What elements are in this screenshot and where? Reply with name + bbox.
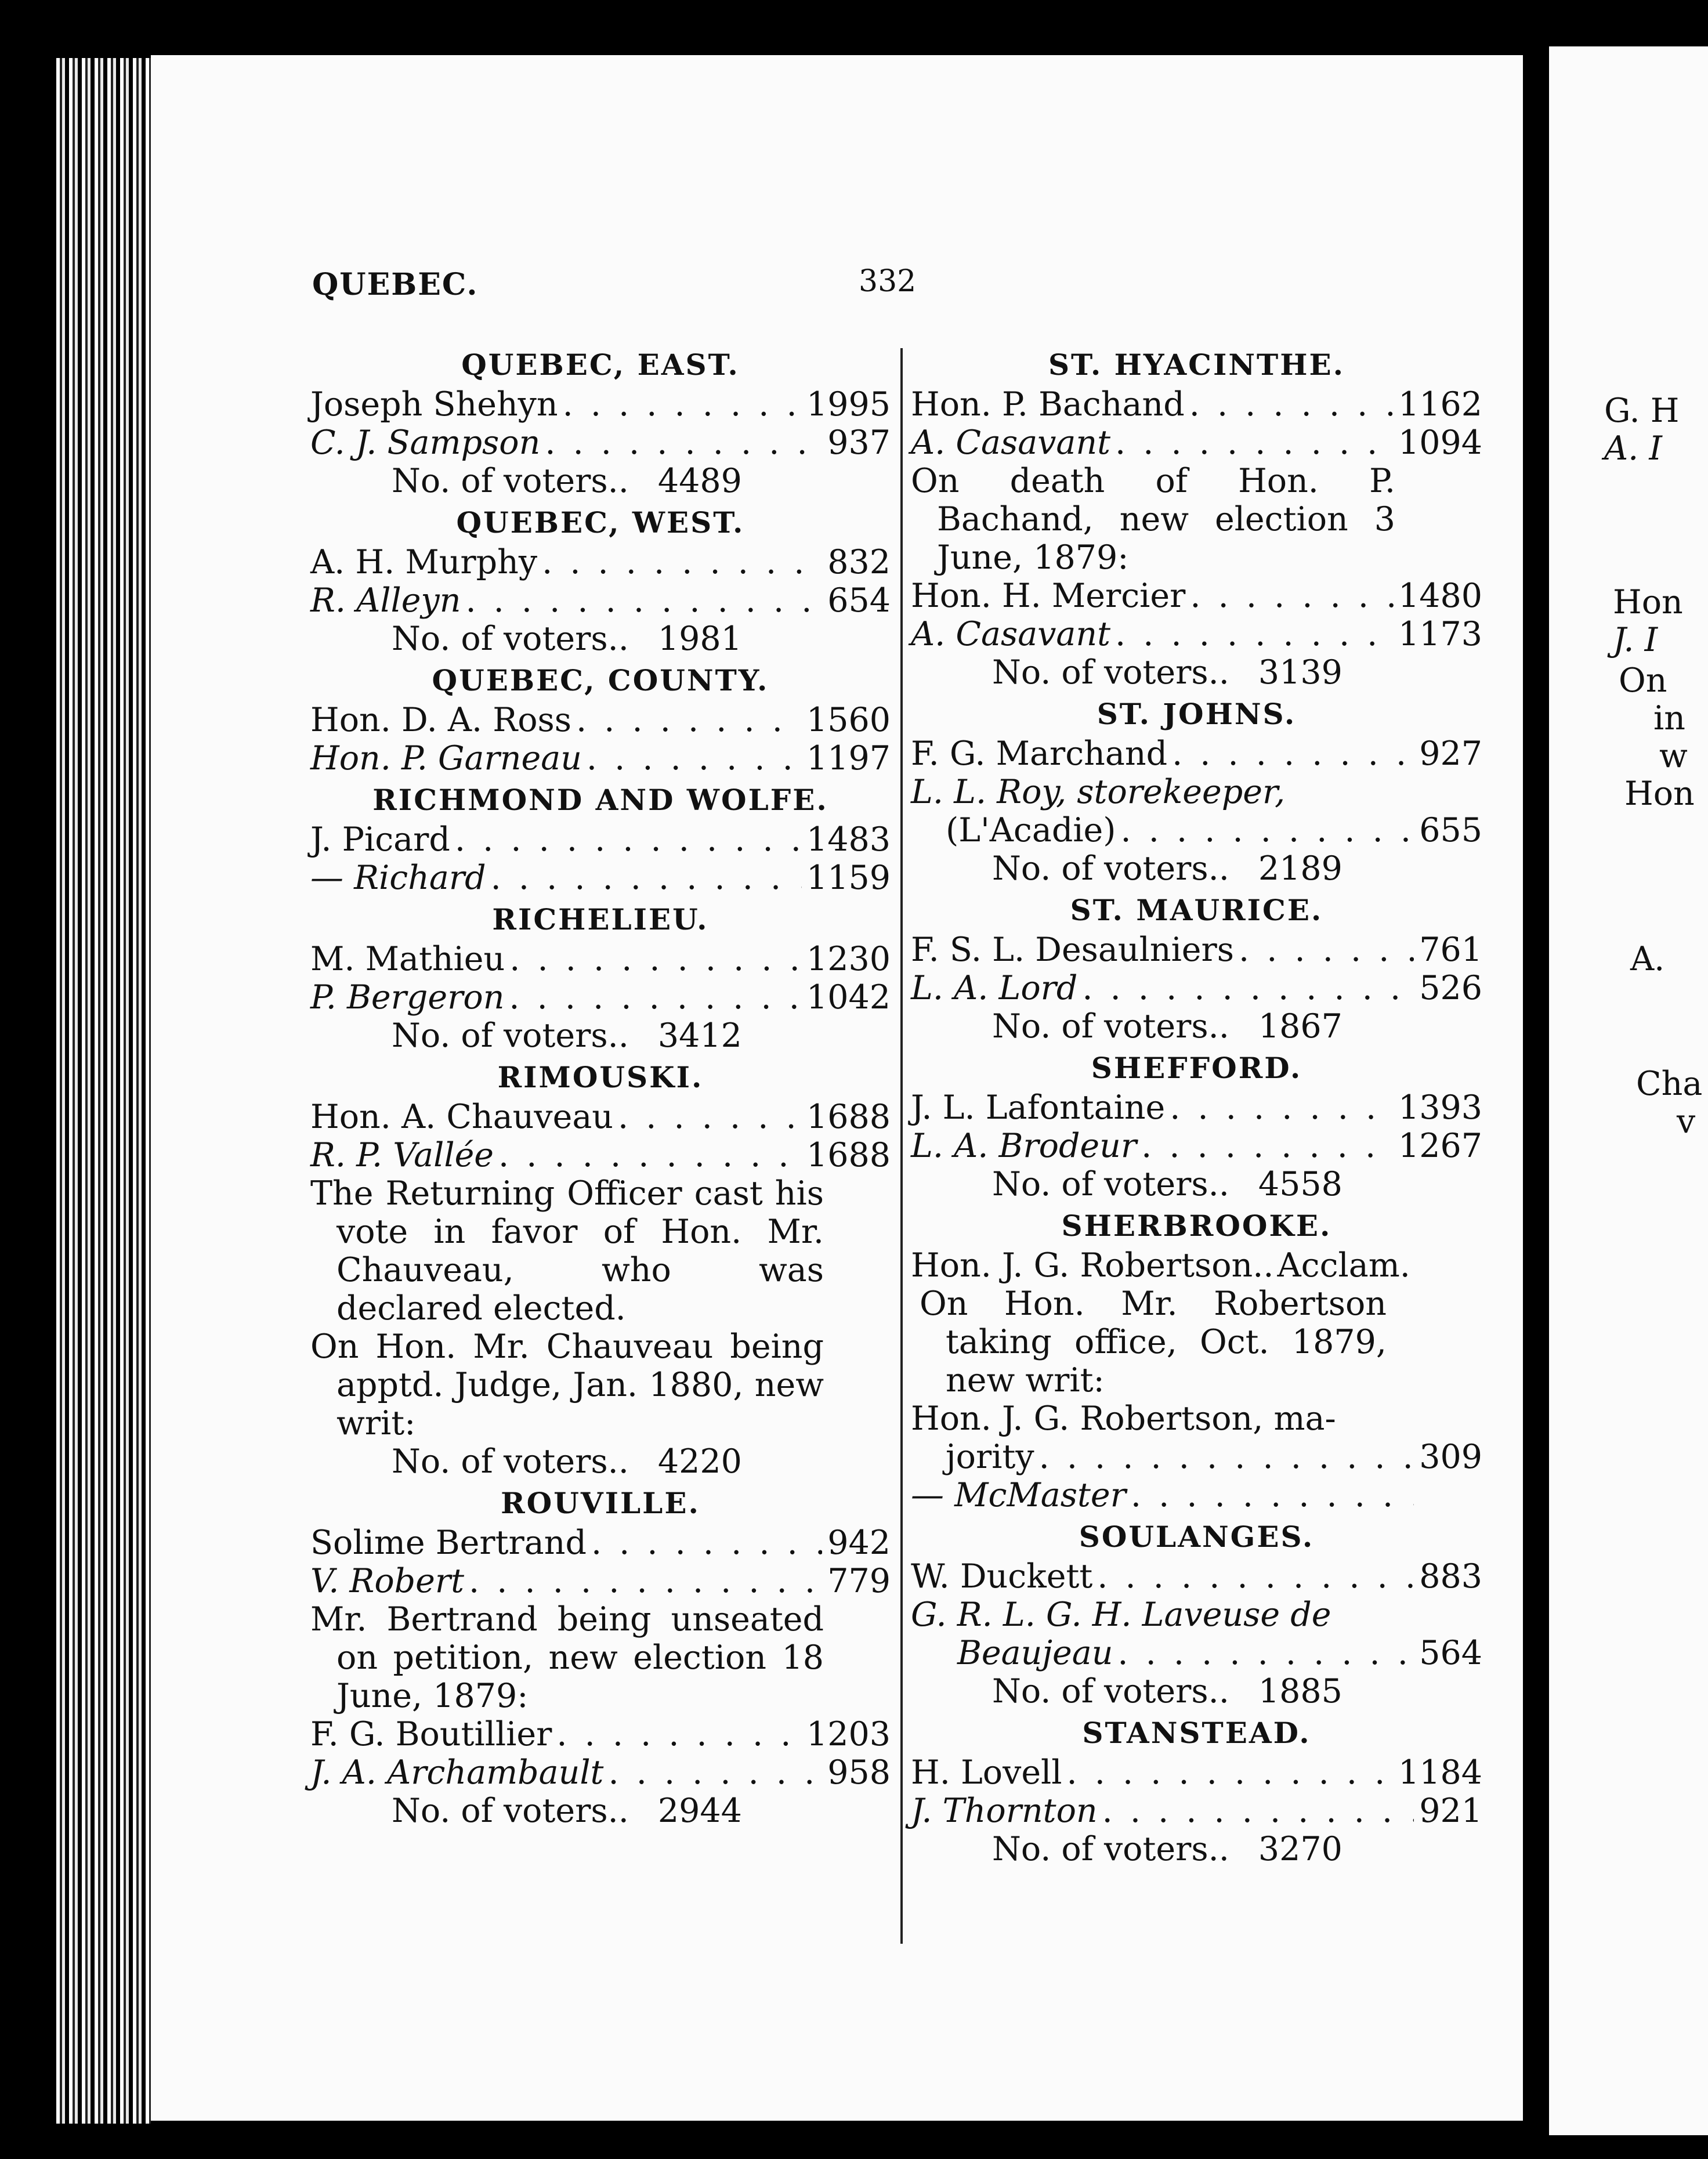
leader-dots <box>1115 424 1394 462</box>
candidate-name: jority <box>946 1438 1034 1476</box>
leader-dots <box>1039 1438 1414 1476</box>
section-heading: RIMOUSKI. <box>497 1060 704 1094</box>
vote-count: 921 <box>1419 1792 1482 1830</box>
candidate-name: Joseph Shehyn <box>310 385 558 424</box>
vote-count: 1483 <box>806 820 891 859</box>
vote-count: 655 <box>1419 811 1482 849</box>
voters-count: 3412 <box>657 1017 742 1055</box>
leader-dots <box>542 543 822 581</box>
candidate-name: Hon. J. G. Robertson, ma- <box>911 1399 1336 1438</box>
vote-count: 927 <box>1419 735 1482 773</box>
vote-count: 937 <box>827 424 891 462</box>
voters-label: No. of voters.. <box>992 1007 1229 1046</box>
vote-count: 1480 <box>1398 577 1482 615</box>
leader-dots <box>1121 811 1414 849</box>
candidate-row <box>911 969 1482 1007</box>
voters-row <box>911 1672 1482 1710</box>
candidate-name: F. S. L. Desaulniers <box>911 931 1235 969</box>
leader-dots <box>587 739 802 777</box>
voters-label: No. of voters.. <box>392 1017 629 1055</box>
candidate-name: L. A. Brodeur <box>911 1127 1137 1165</box>
candidate-name: J. Picard <box>310 820 450 859</box>
candidate-row <box>911 1557 1482 1596</box>
vote-count: 1042 <box>806 978 891 1017</box>
candidate-name: H. Lovell <box>911 1753 1062 1792</box>
candidate-row <box>310 385 891 424</box>
candidate-row <box>911 1127 1482 1165</box>
voters-row <box>310 1792 891 1830</box>
vote-count: 654 <box>827 581 891 620</box>
vote-count: 1267 <box>1398 1127 1482 1165</box>
leader-dots <box>509 940 802 978</box>
section-heading: ROUVILLE. <box>501 1486 700 1520</box>
voters-count: 1867 <box>1258 1007 1342 1046</box>
vote-count: 1197 <box>806 739 891 777</box>
vote-count: 942 <box>827 1524 891 1562</box>
leader-dots <box>469 1562 822 1600</box>
section-heading: RICHELIEU. <box>492 902 709 936</box>
candidate-name: Hon. D. A. Ross <box>310 701 572 739</box>
candidate-name: R. Alleyn <box>310 581 461 620</box>
leader-dots <box>1082 969 1414 1007</box>
candidate-row <box>310 543 891 581</box>
section-heading: QUEBEC, COUNTY. <box>432 663 769 697</box>
candidate-row <box>310 940 891 978</box>
vote-count: 1162 <box>1398 385 1482 424</box>
candidate-name: Beaujeau <box>957 1634 1113 1672</box>
candidate-row <box>911 1596 1482 1634</box>
candidate-row <box>310 1562 891 1600</box>
candidate-row <box>911 735 1482 773</box>
candidate-name: A. Casavant <box>911 615 1111 653</box>
vote-count: 309 <box>1419 1438 1482 1476</box>
voters-count: 2944 <box>657 1792 742 1830</box>
leader-dots <box>608 1753 822 1792</box>
leader-dots <box>1239 931 1414 969</box>
vote-count: 883 <box>1419 1557 1482 1596</box>
facing-line: Cha <box>1636 1065 1703 1103</box>
candidate-row <box>911 1088 1482 1127</box>
candidate-name: — McMaster <box>911 1476 1126 1514</box>
vote-count: 1688 <box>806 1098 891 1136</box>
facing-line: w <box>1659 737 1688 775</box>
candidate-row <box>310 701 891 739</box>
voters-label: No. of voters.. <box>392 620 629 658</box>
candidate-name: F. G. Marchand <box>911 735 1168 773</box>
footnote: Mr. Bertrand being unseated on petition, new election 18 June, 1879: <box>310 1600 824 1715</box>
facing-line: Hon <box>1613 583 1683 621</box>
candidate-row <box>310 424 891 462</box>
section-heading: ST. JOHNS. <box>1097 697 1297 731</box>
leader-dots <box>545 424 822 462</box>
vote-count: 1393 <box>1398 1088 1482 1127</box>
section-heading: QUEBEC, EAST. <box>461 348 740 382</box>
vote-count: 1094 <box>1398 424 1482 462</box>
vote-count: 1995 <box>806 385 891 424</box>
section-heading: ST. MAURICE. <box>1070 893 1323 927</box>
candidate-name: — Richard <box>310 859 486 897</box>
leader-dots <box>465 581 822 620</box>
vote-count: 832 <box>827 543 891 581</box>
voters-label: No. of voters.. <box>392 1792 629 1830</box>
candidate-name: Hon. P. Bachand <box>911 385 1185 424</box>
voters-label: No. of voters.. <box>992 1165 1229 1203</box>
voters-label: No. of voters.. <box>992 849 1229 888</box>
vote-count: Acclam. <box>1277 1246 1410 1285</box>
candidate-name: V. Robert <box>310 1562 465 1600</box>
candidate-row <box>911 773 1482 811</box>
facing-line: A. <box>1630 940 1665 978</box>
leader-dots <box>1097 1557 1414 1596</box>
vote-count: 761 <box>1419 931 1482 969</box>
candidate-name: A. H. Murphy <box>310 543 538 581</box>
voters-count: 2189 <box>1258 849 1342 888</box>
section-heading: SHEFFORD. <box>1091 1051 1302 1085</box>
candidate-row <box>310 978 891 1017</box>
footnote: The Returning Officer cast his vote in favor of Hon. Mr. Chauveau, who was declared elected. <box>310 1174 824 1328</box>
candidate-name: M. Mathieu <box>310 940 505 978</box>
leader-dots <box>1131 1476 1414 1514</box>
voters-count: 4558 <box>1258 1165 1342 1203</box>
candidate-row <box>911 385 1482 424</box>
facing-line: On <box>1619 661 1667 700</box>
candidate-name: A. Casavant <box>911 424 1111 462</box>
facing-line: A. I <box>1604 429 1662 468</box>
voters-count: 3139 <box>1258 653 1342 692</box>
page-number: 332 <box>859 264 917 299</box>
candidate-name: L. L. Roy, storekeeper, <box>911 773 1286 811</box>
section-heading: RICHMOND AND WOLFE. <box>372 783 828 817</box>
voters-label: No. of voters.. <box>992 1830 1229 1868</box>
voters-row <box>310 462 891 500</box>
leader-dots <box>591 1524 822 1562</box>
leader-dots <box>1189 385 1394 424</box>
candidate-row <box>310 1715 891 1753</box>
leader-dots <box>1102 1792 1414 1830</box>
candidate-row <box>911 1438 1482 1476</box>
candidate-row <box>911 1476 1482 1514</box>
voters-count: 4220 <box>657 1442 742 1481</box>
facing-line: v <box>1677 1102 1696 1141</box>
candidate-name: G. R. L. G. H. Laveuse de <box>911 1596 1331 1634</box>
candidate-name: J. A. Archambault <box>310 1753 604 1792</box>
candidate-row <box>310 1753 891 1792</box>
section-heading: STANSTEAD. <box>1082 1716 1311 1750</box>
voters-row <box>310 620 891 658</box>
left-column <box>310 342 891 1830</box>
vote-count: 1184 <box>1398 1753 1482 1792</box>
candidate-row <box>310 739 891 777</box>
footnote: On Hon. Mr. Chauveau being apptd. Judge, Jan. 1880, new writ: <box>310 1328 824 1442</box>
candidate-row <box>911 1399 1482 1438</box>
footnote: On Hon. Mr. Robertson taking office, Oct. 1879, new writ: <box>920 1285 1387 1399</box>
voters-row <box>310 1017 891 1055</box>
candidate-name: (L'Acadie) <box>946 811 1116 849</box>
leader-dots <box>556 1715 802 1753</box>
candidate-name: J. L. Lafontaine <box>911 1088 1166 1127</box>
candidate-name: Hon. A. Chauveau <box>310 1098 614 1136</box>
leader-dots <box>1170 1088 1394 1127</box>
candidate-name: Hon. J. G. Robertson.. <box>911 1246 1274 1285</box>
section-heading: ST. HYACINTHE. <box>1048 348 1345 382</box>
candidate-row <box>911 811 1482 849</box>
leader-dots <box>618 1098 802 1136</box>
leader-dots <box>491 859 802 897</box>
leader-dots <box>1115 615 1394 653</box>
vote-count: 1203 <box>806 1715 891 1753</box>
leader-dots <box>563 385 802 424</box>
section-heading: QUEBEC, WEST. <box>456 505 745 540</box>
leader-dots <box>1141 1127 1394 1165</box>
voters-count: 3270 <box>1258 1830 1342 1868</box>
candidate-name: W. Duckett <box>911 1557 1093 1596</box>
section-heading: SOULANGES. <box>1079 1520 1315 1554</box>
candidate-name: F. G. Boutillier <box>310 1715 552 1753</box>
candidate-name: Hon. H. Mercier <box>911 577 1186 615</box>
candidate-row <box>911 1792 1482 1830</box>
voters-row <box>911 653 1482 692</box>
vote-count: 1688 <box>806 1136 891 1174</box>
candidate-row <box>911 615 1482 653</box>
candidate-name: Solime Bertrand <box>310 1524 587 1562</box>
candidate-row <box>911 931 1482 969</box>
book-page-edge <box>52 58 151 2124</box>
section-heading: SHERBROOKE. <box>1061 1209 1332 1243</box>
candidate-row <box>310 1098 891 1136</box>
candidate-row <box>310 859 891 897</box>
candidate-row <box>310 820 891 859</box>
candidate-name: R. P. Vallée <box>310 1136 494 1174</box>
voters-label: No. of voters.. <box>392 462 629 500</box>
voters-count: 4489 <box>657 462 742 500</box>
facing-line: in <box>1653 699 1685 737</box>
footnote: On death of Hon. P. Bachand, new election 3 June, 1879: <box>911 462 1395 577</box>
voters-row <box>310 1442 891 1481</box>
leader-dots <box>455 820 802 859</box>
leader-dots <box>576 701 802 739</box>
leader-dots <box>1172 735 1414 773</box>
voters-count: 1885 <box>1258 1672 1342 1710</box>
vote-count: 779 <box>827 1562 891 1600</box>
vote-count: 526 <box>1419 969 1482 1007</box>
candidate-row <box>911 577 1482 615</box>
book-gutter <box>1523 46 1549 2135</box>
candidate-row <box>310 1524 891 1562</box>
candidate-name: L. A. Lord <box>911 969 1078 1007</box>
running-head: QUEBEC. <box>312 267 479 302</box>
candidate-row <box>911 1634 1482 1672</box>
vote-count: 1560 <box>806 701 891 739</box>
voters-row <box>911 1007 1482 1046</box>
vote-count: 1173 <box>1398 615 1482 653</box>
voters-row <box>911 1830 1482 1868</box>
voters-label: No. of voters.. <box>992 1672 1229 1710</box>
voters-row <box>911 849 1482 888</box>
voters-label: No. of voters.. <box>392 1442 629 1481</box>
voters-row <box>911 1165 1482 1203</box>
candidate-name: Hon. P. Garneau <box>310 739 582 777</box>
candidate-row <box>310 581 891 620</box>
facing-line: G. H <box>1604 392 1680 430</box>
candidate-name: P. Bergeron <box>310 978 505 1017</box>
vote-count: 1230 <box>806 940 891 978</box>
leader-dots <box>498 1136 802 1174</box>
candidate-name: J. Thornton <box>911 1792 1098 1830</box>
leader-dots <box>509 978 802 1017</box>
candidate-row <box>911 1246 1482 1285</box>
vote-count: 958 <box>827 1753 891 1792</box>
candidate-row <box>911 1753 1482 1792</box>
leader-dots <box>1190 577 1394 615</box>
right-column <box>911 342 1482 1868</box>
candidate-name: C. J. Sampson <box>310 424 541 462</box>
facing-line: J. I <box>1613 621 1658 659</box>
vote-count: 1159 <box>806 859 891 897</box>
candidate-row <box>310 1136 891 1174</box>
column-rule <box>900 348 903 1944</box>
voters-count: 1981 <box>657 620 742 658</box>
facing-line: Hon <box>1624 775 1695 813</box>
leader-dots <box>1117 1634 1414 1672</box>
leader-dots <box>1067 1753 1394 1792</box>
vote-count: 564 <box>1419 1634 1482 1672</box>
voters-label: No. of voters.. <box>992 653 1229 692</box>
candidate-row <box>911 424 1482 462</box>
